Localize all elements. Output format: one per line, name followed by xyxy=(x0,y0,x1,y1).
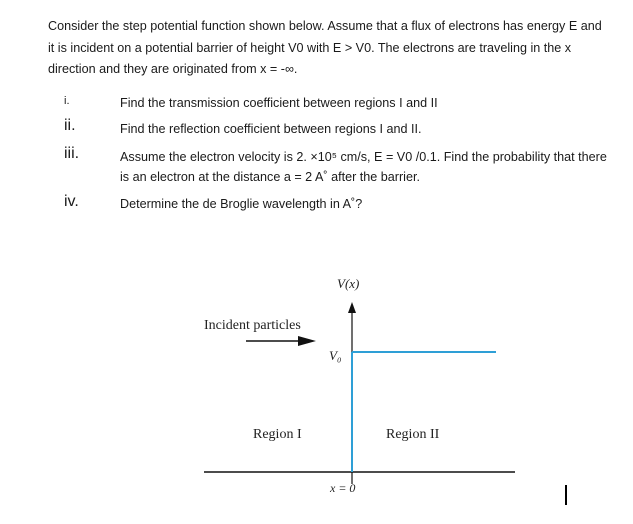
question-4-text: Determine the de Broglie wavelength in A˚? xyxy=(120,197,363,211)
region-1-label: Region I xyxy=(253,427,302,442)
question-1-number: i. xyxy=(64,95,70,107)
axis-label-vx: V(x) xyxy=(337,276,360,291)
incident-particles-label: Incident particles xyxy=(204,318,301,333)
v-axis-arrowhead xyxy=(348,302,356,313)
question-4-number: iv. xyxy=(64,193,79,210)
region-2-label: Region II xyxy=(386,427,440,442)
question-2-number: ii. xyxy=(64,117,76,134)
incident-arrow-head xyxy=(298,336,316,346)
x-zero-label: x = 0 xyxy=(330,481,356,495)
problem-intro: Consider the step potential function shown below. Assume that a flux of electrons has energy E and it is incident on a potential barrier of height V0 with E > V0. The electrons are traveling in the x direction and they are originated from x = -∞. xyxy=(48,19,602,76)
question-3-number: iii. xyxy=(64,145,80,162)
v0-label: V₀ xyxy=(329,348,342,363)
question-3-text: Assume the electron velocity is 2. ×10⁵ cm/s, E = V0 /0.1. Find the probability that there is an electron at the distance a = 2 A˚ after the barrier. xyxy=(120,150,607,184)
question-2-text: Find the reflection coefficient between regions I and II. xyxy=(120,122,422,136)
question-1-text: Find the transmission coefficient between regions I and II xyxy=(120,96,438,110)
text-cursor xyxy=(565,485,567,505)
